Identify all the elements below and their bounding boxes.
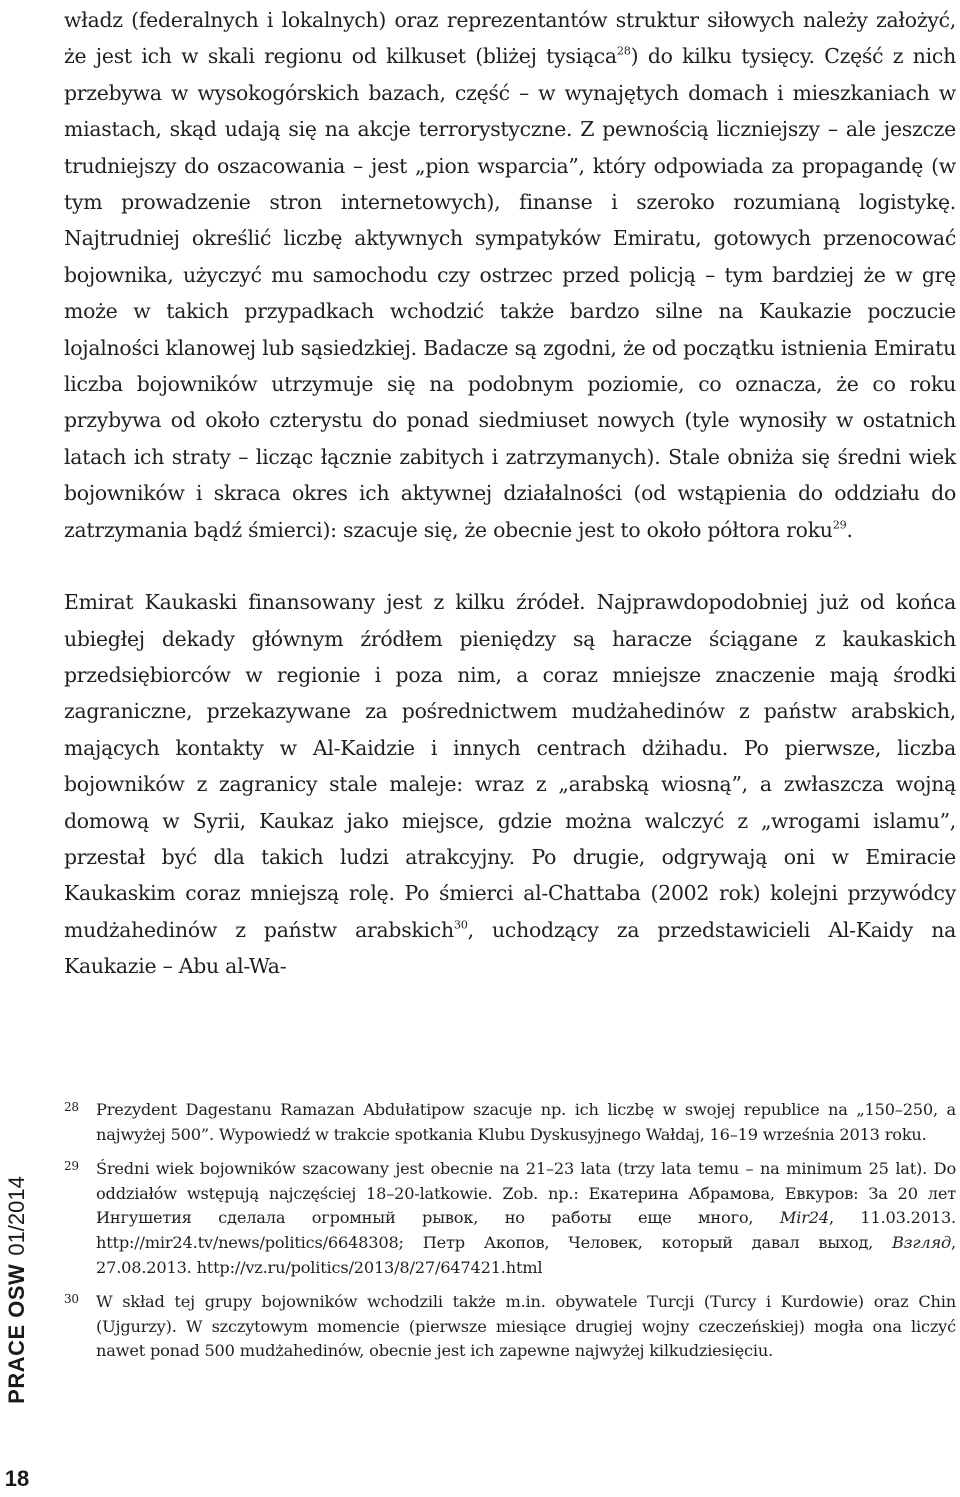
footnote-ref-29[interactable]: 29 [832, 518, 847, 532]
paragraph-1 [64, 2, 956, 548]
footnote-text-c: , 27.08.2013. http://vz.ru/politics/2013/8/27/647421.html [96, 1232, 956, 1277]
main-text [64, 2, 956, 985]
page-sidebar [0, 1176, 34, 1490]
publication-name: PRACE OSW [4, 1263, 29, 1404]
paragraph-2-text-b: , uchodzący za przedstawicieli Al-Kaidy na Kaukazie – Abu al-Wa- [64, 917, 956, 979]
footnote-28 [64, 1098, 956, 1147]
paragraph-1-text-c: . [846, 517, 853, 542]
footnote-number: 29 [64, 1159, 79, 1174]
footnote-ref-28[interactable]: 28 [616, 45, 631, 58]
footnote-text: W skład tej grupy bojowników wchodzili także m.in. obywatele Turcji (Turcy i Kurdowie) oraz Chin (Ujgurzy). W szczytowym momencie (pierwsze miesiące drugiej wojny czeczeńskiej) mogła ona liczyć nawet ponad 500 mudżahedinów, obecnie jest ich zapewne najwyżej kilkudziesięciu. [96, 1292, 956, 1361]
page-number: 18 [4, 1466, 30, 1491]
footnotes [64, 1098, 956, 1374]
publication-brand-vertical [4, 1176, 30, 1404]
footnote-ref-30[interactable]: 30 [453, 918, 468, 932]
footnote-text: Prezydent Dagestanu Ramazan Abdułatipow szacuje np. ich liczbę w swojej republice na „150–250, a najwyżej 500”. Wypowiedź w trakcie spotkania Klubu Dyskusyjnego Wałdaj, 16–19 września 2013 roku. [96, 1100, 956, 1144]
paragraph-2 [64, 584, 956, 984]
paragraph-2-text-a: Emirat Kaukaski finansowany jest z kilku źródeł. Najprawdopodobniej już od końca ubiegłej dekady głównym źródłem pieniędzy są haracze ściągane z kaukaskich przedsiębiorców w regionie i poza nim, a coraz mniejsze znaczenie mają środki zagraniczne, przekazywane za pośrednictwem mudżahedinów z państw arabskich, mających kontakty w Al-Kaidzie i innych centrach dżihadu. Po pierwsze, liczba bojowników z zagranicy stale maleje: wraz z „arabską wiosną”, a zwłaszcza wojną domową w Syrii, Kaukaz jako miejsce, gdzie można walczyć z „wrogami islamu”, przestał być dla takich ludzi atrakcyjny. Po drugie, odgrywają oni w Emiracie Kaukaskim coraz mniejszą rolę. Po śmierci al-Chattaba (2002 rok) kolejni przywódcy mudżahedinów z państw arabskich [64, 590, 956, 942]
paragraph-1-text-a: władz (federalnych i lokalnych) oraz reprezentantów struktur siłowych należy założyć, że jest ich w skali regionu od kilkuset (bliżej tysiąca [64, 8, 956, 69]
footnote-29 [64, 1157, 956, 1280]
publication-brand [0, 1176, 34, 1404]
source-title-mir24: Mir24 [779, 1208, 829, 1228]
paragraph-1-text-b: ) do kilku tysięcy. Część z nich przebywa w wysokogórskich bazach, część – w wynajętych domach i mieszkaniach w miastach, skąd udają się na akcje terrorystyczne. Z pewnością liczniejszy – ale jeszcze trudniejszy do oszacowania – jest „pion wsparcia”, który odpowiada za propagandę (w tym prowadzenie stron internetowych), finanse i szeroko rozumianą logistykę. Najtrudniej określić liczbę aktywnych sympatyków Emiratu, gotowych przenocować bojownika, użyczyć mu samochodu czy ostrzec przed policją – tym bardziej że w grę może w takich przypadkach wchodzić także bardzo silne na Kaukazie poczucie lojalności klanowej lub sąsiedzkiej. Badacze są zgodni, że od początku istnienia Emiratu liczba bojowników utrzymuje się na podobnym poziomie, co oznacza, że co roku przybywa od około czterystu do ponad siedmiuset nowych (tyle wynosiły w ostatnich latach ich straty – licząc łącznie zabitych i zatrzymanych). Stale obniża się średni wiek bojowników i skraca okres ich aktywnej działalności (od wstąpienia do oddziału do zatrzymania bądź śmierci): szacuje się, że obecnie jest to około półtora roku [64, 44, 956, 542]
source-title-vzglyad: Взгляд [892, 1232, 952, 1252]
footnote-text-b: , 11.03.2013. http://mir24.tv/news/politics/6648308; Петр Акопов, Человек, который давал выход, [96, 1208, 957, 1252]
publication-issue: 01/2014 [4, 1176, 29, 1256]
footnote-text-a: Średni wiek bojowników szacowany jest obecnie na 21–23 lata (trzy lata temu – na minimum 25 lat). Do oddziałów wstępują najczęściej 18–20-latkowie. Zob. np.: Екатерина Абрамова, Евкуров: За 20 лет Ингушетия сделала огромный рывок, но работы еще много, [96, 1159, 956, 1228]
footnote-30 [64, 1290, 956, 1364]
footnote-number: 30 [64, 1292, 79, 1307]
footnote-number: 28 [64, 1100, 79, 1114]
